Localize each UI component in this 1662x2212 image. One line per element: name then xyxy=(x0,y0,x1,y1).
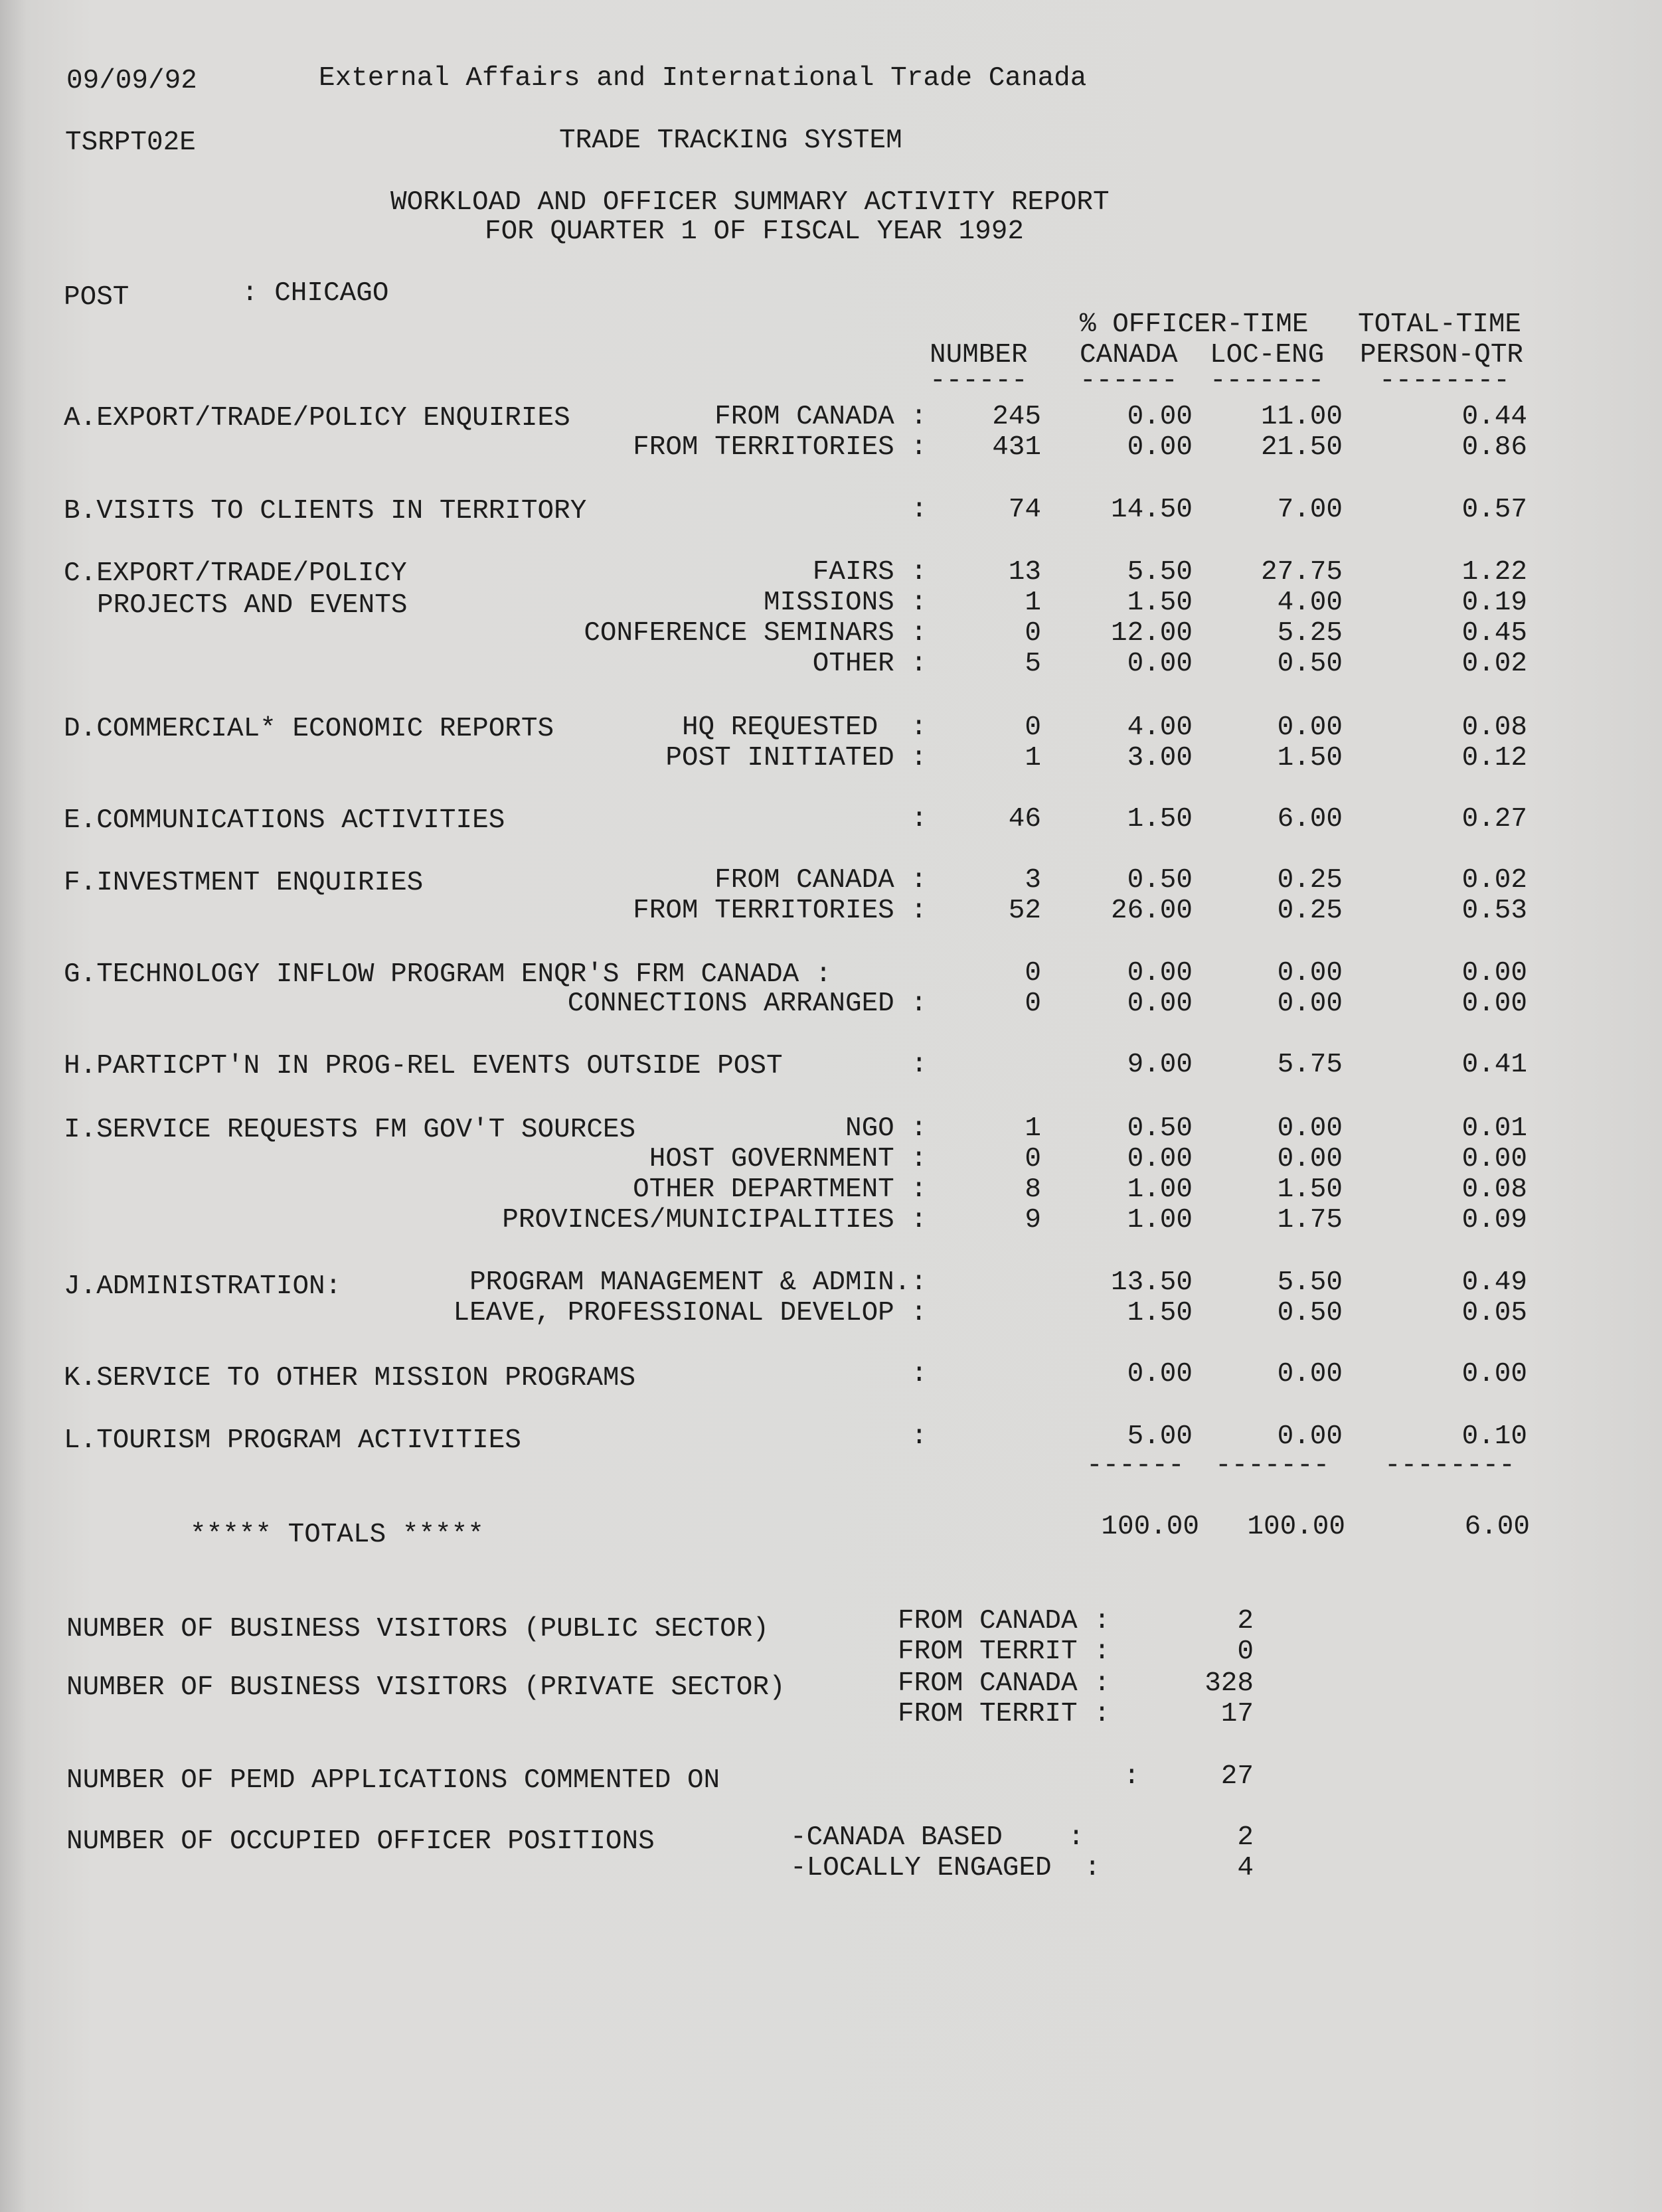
row-label: FROM CANADA : xyxy=(714,865,927,896)
cell-canada: 0.00 xyxy=(1127,402,1193,432)
cell-canada: 9.00 xyxy=(1127,1050,1193,1080)
row-label: OTHER : xyxy=(812,649,927,679)
cell-loc-eng: 11.00 xyxy=(1260,402,1343,432)
col-person-qtr: PERSON-QTR xyxy=(1360,340,1524,370)
section-e-title: E.COMMUNICATIONS ACTIVITIES xyxy=(64,805,505,836)
cell-person-qtr: 0.08 xyxy=(1461,712,1527,743)
section-f-title: F.INVESTMENT ENQUIRIES xyxy=(64,868,424,898)
cell-canada: 1.00 xyxy=(1127,1205,1193,1235)
pemd-label: NUMBER OF PEMD APPLICATIONS COMMENTED ON xyxy=(66,1765,720,1796)
section-a-title: A.EXPORT/TRADE/POLICY ENQUIRIES xyxy=(64,403,570,434)
cell-person-qtr: 0.45 xyxy=(1461,618,1527,649)
col-canada-rule: ------ xyxy=(1080,366,1178,396)
cell-loc-eng: 0.00 xyxy=(1277,958,1343,988)
cell-number: 0 xyxy=(1025,988,1041,1019)
cell-person-qtr: 0.41 xyxy=(1461,1050,1527,1080)
totals-loc-eng-rule: ------- xyxy=(1215,1451,1330,1481)
col-group-officer-time: % OFFICER-TIME xyxy=(1080,309,1309,340)
cell-person-qtr: 0.53 xyxy=(1461,896,1527,926)
visitors-public-label: NUMBER OF BUSINESS VISITORS (PUBLIC SECTOR) xyxy=(66,1614,769,1644)
positions-locally-engaged-label: -LOCALLY ENGAGED : xyxy=(790,1853,1101,1883)
positions-canada-based-value: 2 xyxy=(1237,1822,1254,1853)
section-g-title: G.TECHNOLOGY INFLOW PROGRAM ENQR'S FRM CANADA : xyxy=(64,959,832,990)
positions-label: NUMBER OF OCCUPIED OFFICER POSITIONS xyxy=(66,1826,655,1857)
cell-number: 1 xyxy=(1025,1113,1041,1144)
row-colon: : xyxy=(911,1359,928,1389)
cell-loc-eng: 0.50 xyxy=(1277,1298,1343,1328)
cell-person-qtr: 1.22 xyxy=(1461,557,1527,588)
cell-canada: 0.00 xyxy=(1127,958,1193,988)
cell-loc-eng: 0.00 xyxy=(1277,1421,1343,1452)
cell-person-qtr: 0.10 xyxy=(1461,1421,1527,1452)
cell-loc-eng: 0.50 xyxy=(1277,649,1343,679)
post-label: POST xyxy=(64,282,129,313)
row-label: FROM TERRITORIES : xyxy=(633,432,927,463)
section-j-title: J.ADMINISTRATION: xyxy=(64,1271,342,1302)
section-c-title-line2: PROJECTS AND EVENTS xyxy=(97,590,408,621)
totals-person-qtr-rule: -------- xyxy=(1384,1451,1515,1481)
cell-loc-eng: 5.50 xyxy=(1277,1267,1343,1298)
cell-canada: 0.50 xyxy=(1127,865,1193,896)
cell-number: 3 xyxy=(1025,865,1041,896)
positions-locally-engaged-value: 4 xyxy=(1237,1853,1254,1883)
cell-number: 0 xyxy=(1025,1144,1041,1174)
visitors-public-canada-label: FROM CANADA : xyxy=(898,1606,1110,1636)
cell-loc-eng: 4.00 xyxy=(1277,588,1343,618)
cell-number: 9 xyxy=(1025,1205,1041,1235)
visitors-private-territ-value: 17 xyxy=(1220,1699,1254,1729)
cell-person-qtr: 0.12 xyxy=(1461,743,1527,773)
visitors-private-canada-label: FROM CANADA : xyxy=(898,1668,1110,1699)
row-label: CONNECTIONS ARRANGED : xyxy=(567,988,927,1019)
cell-number: 8 xyxy=(1025,1174,1041,1205)
cell-loc-eng: 0.25 xyxy=(1277,896,1343,926)
cell-canada: 12.00 xyxy=(1110,618,1193,649)
pemd-value: 27 xyxy=(1220,1761,1254,1792)
system-name: TRADE TRACKING SYSTEM xyxy=(559,125,902,156)
report-date: 09/09/92 xyxy=(66,66,197,96)
cell-canada: 1.00 xyxy=(1127,1174,1193,1205)
cell-canada: 1.50 xyxy=(1127,804,1193,834)
cell-loc-eng: 21.50 xyxy=(1260,432,1343,463)
cell-canada: 0.00 xyxy=(1127,1144,1193,1174)
positions-canada-based-label: -CANADA BASED : xyxy=(790,1822,1084,1853)
cell-person-qtr: 0.49 xyxy=(1461,1267,1527,1298)
cell-loc-eng: 0.25 xyxy=(1277,865,1343,896)
visitors-public-canada-value: 2 xyxy=(1237,1606,1254,1636)
cell-person-qtr: 0.44 xyxy=(1461,402,1527,432)
cell-person-qtr: 0.00 xyxy=(1461,1359,1527,1389)
cell-canada: 0.00 xyxy=(1127,432,1193,463)
cell-number: 0 xyxy=(1025,958,1041,988)
row-label: NGO : xyxy=(845,1113,927,1144)
cell-person-qtr: 0.00 xyxy=(1461,988,1527,1019)
row-label: POST INITIATED : xyxy=(665,743,927,773)
cell-loc-eng: 0.00 xyxy=(1277,1359,1343,1389)
cell-number: 1 xyxy=(1025,588,1041,618)
cell-canada: 4.00 xyxy=(1127,712,1193,743)
cell-canada: 0.00 xyxy=(1127,1359,1193,1389)
cell-loc-eng: 1.75 xyxy=(1277,1205,1343,1235)
cell-canada: 3.00 xyxy=(1127,743,1193,773)
col-number-rule: ------ xyxy=(930,366,1028,396)
row-label: MISSIONS : xyxy=(763,588,927,618)
section-h-title: H.PARTICPT'N IN PROG-REL EVENTS OUTSIDE POST xyxy=(64,1051,783,1081)
col-loc-eng-rule: ------- xyxy=(1210,366,1325,396)
report-title-line1: WORKLOAD AND OFFICER SUMMARY ACTIVITY REPORT xyxy=(390,187,1110,218)
cell-person-qtr: 0.05 xyxy=(1461,1298,1527,1328)
cell-person-qtr: 0.09 xyxy=(1461,1205,1527,1235)
cell-person-qtr: 0.00 xyxy=(1461,958,1527,988)
cell-loc-eng: 7.00 xyxy=(1277,495,1343,525)
row-colon: : xyxy=(911,1421,928,1452)
visitors-public-territ-label: FROM TERRIT : xyxy=(898,1636,1110,1667)
cell-canada: 0.50 xyxy=(1127,1113,1193,1144)
cell-canada: 0.00 xyxy=(1127,988,1193,1019)
totals-loc-eng: 100.00 xyxy=(1247,1512,1345,1542)
section-l-title: L.TOURISM PROGRAM ACTIVITIES xyxy=(64,1425,521,1456)
cell-loc-eng: 27.75 xyxy=(1260,557,1343,588)
pemd-colon: : xyxy=(1123,1761,1140,1792)
cell-number: 5 xyxy=(1025,649,1041,679)
cell-person-qtr: 0.19 xyxy=(1461,588,1527,618)
cell-number: 431 xyxy=(992,432,1041,463)
col-group-total-time: TOTAL-TIME xyxy=(1358,309,1522,340)
row-label: FROM CANADA : xyxy=(714,402,927,432)
visitors-public-territ-value: 0 xyxy=(1237,1636,1254,1667)
cell-loc-eng: 5.75 xyxy=(1277,1050,1343,1080)
cell-canada: 1.50 xyxy=(1127,588,1193,618)
row-label: LEAVE, PROFESSIONAL DEVELOP : xyxy=(453,1298,927,1328)
col-number: NUMBER xyxy=(930,340,1028,370)
cell-person-qtr: 0.08 xyxy=(1461,1174,1527,1205)
row-label: HOST GOVERNMENT : xyxy=(649,1144,927,1174)
cell-number: 74 xyxy=(1008,495,1041,525)
cell-person-qtr: 0.01 xyxy=(1461,1113,1527,1144)
totals-canada: 100.00 xyxy=(1101,1512,1199,1542)
cell-person-qtr: 0.27 xyxy=(1461,804,1527,834)
row-colon: : xyxy=(911,1050,928,1080)
row-label: HQ REQUESTED : xyxy=(681,712,927,743)
row-label: PROVINCES/MUNICIPALITIES : xyxy=(502,1205,927,1235)
cell-person-qtr: 0.57 xyxy=(1461,495,1527,525)
cell-loc-eng: 0.00 xyxy=(1277,988,1343,1019)
row-label: OTHER DEPARTMENT : xyxy=(633,1174,927,1205)
section-c-title-line1: C.EXPORT/TRADE/POLICY xyxy=(64,558,407,589)
visitors-private-canada-value: 328 xyxy=(1205,1668,1254,1699)
report-title-line2: FOR QUARTER 1 OF FISCAL YEAR 1992 xyxy=(485,216,1024,247)
section-b-title: B.VISITS TO CLIENTS IN TERRITORY xyxy=(64,496,587,526)
visitors-private-territ-label: FROM TERRIT : xyxy=(898,1699,1110,1729)
cell-number: 1 xyxy=(1025,743,1041,773)
cell-number: 46 xyxy=(1008,804,1041,834)
totals-person-qtr: 6.00 xyxy=(1464,1512,1530,1542)
row-label: PROGRAM MANAGEMENT & ADMIN.: xyxy=(469,1267,927,1298)
cell-person-qtr: 0.02 xyxy=(1461,865,1527,896)
cell-loc-eng: 0.00 xyxy=(1277,1144,1343,1174)
row-label: FROM TERRITORIES : xyxy=(633,896,927,926)
cell-number: 0 xyxy=(1025,618,1041,649)
cell-number: 52 xyxy=(1008,896,1041,926)
row-colon: : xyxy=(911,804,928,834)
cell-canada: 1.50 xyxy=(1127,1298,1193,1328)
cell-number: 0 xyxy=(1025,712,1041,743)
visitors-private-label: NUMBER OF BUSINESS VISITORS (PRIVATE SECTOR) xyxy=(66,1672,786,1703)
cell-canada: 13.50 xyxy=(1110,1267,1193,1298)
cell-person-qtr: 0.86 xyxy=(1461,432,1527,463)
cell-number: 13 xyxy=(1008,557,1041,588)
totals-label: ***** TOTALS ***** xyxy=(190,1520,484,1550)
cell-canada: 5.00 xyxy=(1127,1421,1193,1452)
post-value: : CHICAGO xyxy=(242,278,389,309)
cell-loc-eng: 5.25 xyxy=(1277,618,1343,649)
cell-canada: 14.50 xyxy=(1110,495,1193,525)
section-d-title: D.COMMERCIAL* ECONOMIC REPORTS xyxy=(64,714,554,744)
cell-canada: 0.00 xyxy=(1127,649,1193,679)
section-i-title: I.SERVICE REQUESTS FM GOV'T SOURCES xyxy=(64,1115,636,1145)
section-k-title: K.SERVICE TO OTHER MISSION PROGRAMS xyxy=(64,1363,636,1393)
cell-loc-eng: 0.00 xyxy=(1277,1113,1343,1144)
cell-canada: 5.50 xyxy=(1127,557,1193,588)
cell-number: 245 xyxy=(992,402,1041,432)
row-colon: : xyxy=(911,495,928,525)
cell-loc-eng: 1.50 xyxy=(1277,1174,1343,1205)
cell-loc-eng: 0.00 xyxy=(1277,712,1343,743)
cell-person-qtr: 0.00 xyxy=(1461,1144,1527,1174)
row-label: FAIRS : xyxy=(812,557,927,588)
department-name: External Affairs and International Trade Canada xyxy=(319,63,1087,94)
cell-person-qtr: 0.02 xyxy=(1461,649,1527,679)
report-code: TSRPT02E xyxy=(65,127,196,158)
totals-canada-rule: ------ xyxy=(1086,1451,1185,1481)
col-loc-eng: LOC-ENG xyxy=(1210,340,1325,370)
col-canada: CANADA xyxy=(1080,340,1178,370)
row-label: CONFERENCE SEMINARS : xyxy=(584,618,927,649)
cell-canada: 26.00 xyxy=(1110,896,1193,926)
col-person-qtr-rule: -------- xyxy=(1379,366,1510,396)
cell-loc-eng: 1.50 xyxy=(1277,743,1343,773)
cell-loc-eng: 6.00 xyxy=(1277,804,1343,834)
